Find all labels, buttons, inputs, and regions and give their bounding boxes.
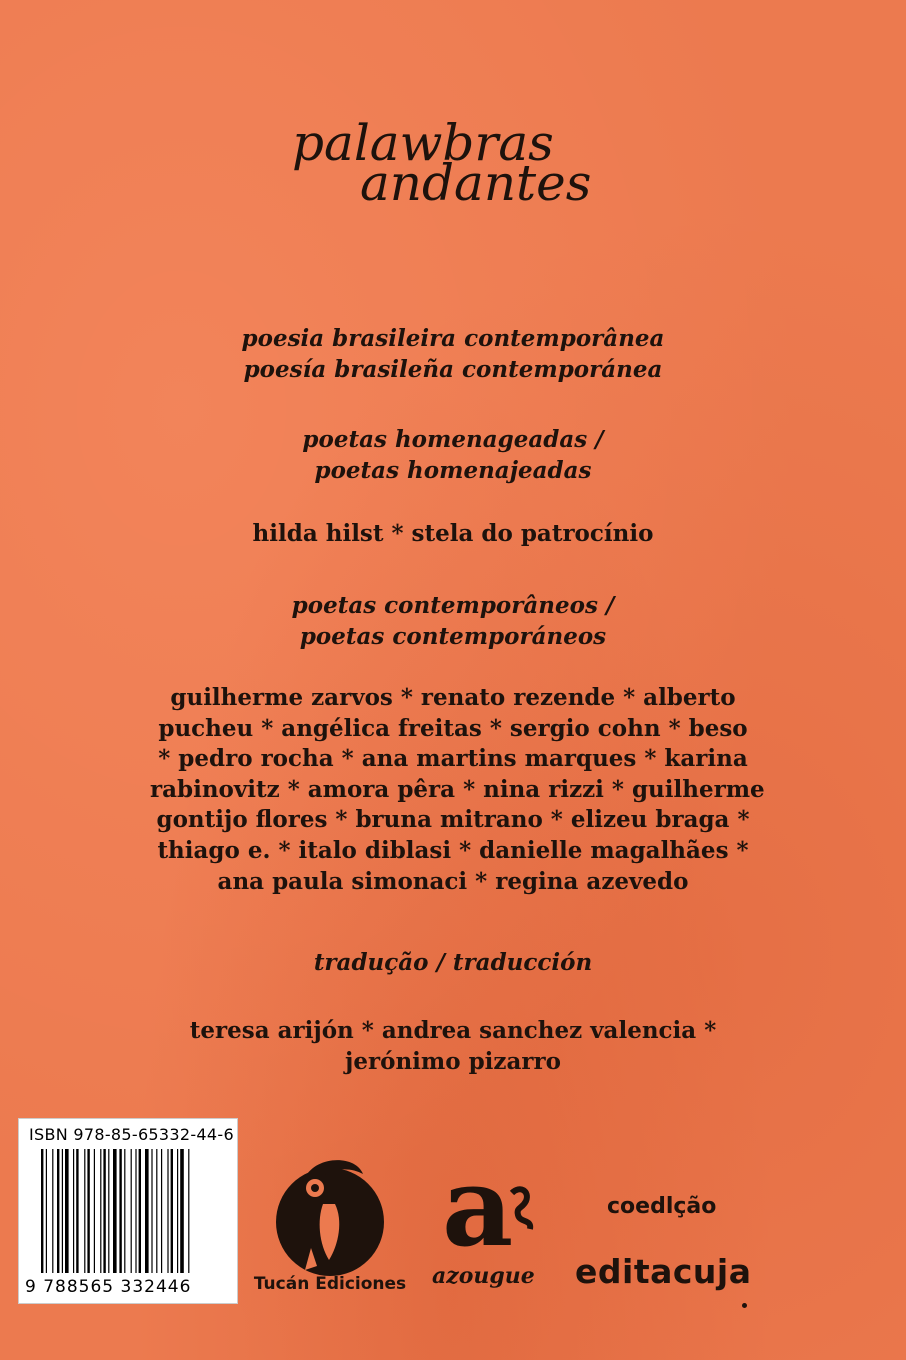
title-line-1: palawbras: [292, 114, 554, 172]
subtitle-es: poesía brasileña contemporánea: [243, 355, 663, 383]
honored-heading-es: poetas homenajeadas: [314, 456, 592, 484]
honored-names-line: hilda hilst * stela do patrocínio: [252, 520, 654, 547]
barcode-bar: [84, 1149, 85, 1273]
barcode-bar: [135, 1149, 136, 1273]
author-line: gontijo flores * bruna mitrano * elizeu braga *: [156, 806, 750, 834]
barcode-bar: [124, 1149, 125, 1273]
barcode-bar: [131, 1149, 132, 1273]
barcode-bar: [156, 1149, 157, 1273]
author-line: ana paula simonaci * regina azevedo: [217, 867, 689, 895]
barcode-bar: [52, 1149, 53, 1273]
azougue-a-icon: [420, 1145, 550, 1257]
honored-names: [130, 519, 776, 550]
barcode-bar: [103, 1149, 105, 1273]
logo-dot: [742, 1303, 747, 1308]
honored-heading-pt: poetas homenageadas /: [302, 426, 604, 453]
contemporary-names: [150, 683, 765, 897]
tucan-label: Tucán Ediciones: [253, 1274, 407, 1294]
honored-heading: [130, 425, 776, 486]
barcode-bar: [177, 1149, 178, 1273]
svg-text:a: a: [442, 1145, 514, 1257]
subtitle-pt: poesia brasileira contemporânea: [241, 325, 665, 352]
barcode-bar: [171, 1149, 173, 1273]
barcode-bar: [108, 1149, 109, 1273]
barcode-bar: [167, 1149, 168, 1273]
barcode-bar: [41, 1149, 43, 1273]
author-line: rabinovitz * amora pêra * nina rizzi * guilherme: [150, 775, 765, 803]
barcode-bar: [65, 1149, 69, 1273]
translators-line-2: jerónimo pizarro: [345, 1047, 561, 1075]
author-line: pucheu * angélica freitas * sergio cohn * beso: [158, 714, 748, 742]
barcode-bar: [145, 1149, 149, 1273]
title-line-2: andantes: [360, 154, 592, 212]
barcode-bar: [76, 1149, 78, 1273]
barcode-bar: [73, 1149, 74, 1273]
toucan-icon: [245, 1148, 415, 1278]
translation-heading: [130, 948, 776, 979]
tucan-ediciones-logo: [245, 1148, 415, 1298]
barcode-bar: [151, 1149, 152, 1273]
contemporary-heading-pt: poetas contemporâneos /: [291, 592, 615, 619]
barcode-bar: [94, 1149, 95, 1273]
author-line: * pedro rocha * ana martins marques * karina: [158, 745, 748, 773]
barcode-bar: [180, 1149, 184, 1273]
contemporary-heading: [130, 591, 776, 652]
barcode-bar: [139, 1149, 141, 1273]
barcode-bar: [100, 1149, 101, 1273]
barcode-bars: [41, 1149, 231, 1273]
azougue-label: azougue: [432, 1263, 535, 1289]
barcode-bar: [119, 1149, 121, 1273]
subtitle: [130, 324, 776, 385]
contemporary-heading-es: poetas contemporáneos: [299, 622, 607, 650]
isbn-barcode: [18, 1118, 238, 1304]
barcode-bar: [62, 1149, 63, 1273]
translators: [130, 1016, 776, 1077]
book-title: [292, 114, 652, 218]
isbn-label: ISBN 978-85-65332-44-6: [29, 1125, 234, 1144]
coedition-label: coedlção: [607, 1194, 717, 1219]
barcode-digits: 9 788565 332446: [25, 1277, 192, 1297]
translation-heading-line: tradução / traducción: [313, 949, 593, 976]
barcode-bar: [46, 1149, 47, 1273]
barcode-bar: [188, 1149, 189, 1273]
barcode-bar: [57, 1149, 59, 1273]
azougue-logo: [420, 1145, 550, 1300]
author-line: guilherme zarvos * renato rezende * alberto: [170, 684, 736, 711]
translators-line-1: teresa arijón * andrea sanchez valencia *: [189, 1017, 717, 1044]
barcode-bar: [87, 1149, 89, 1273]
author-line: thiago e. * italo diblasi * danielle magalhães *: [157, 836, 749, 864]
barcode-bar: [161, 1149, 162, 1273]
editacuja-logo: editacuja: [575, 1252, 752, 1291]
barcode-bar: [113, 1149, 117, 1273]
